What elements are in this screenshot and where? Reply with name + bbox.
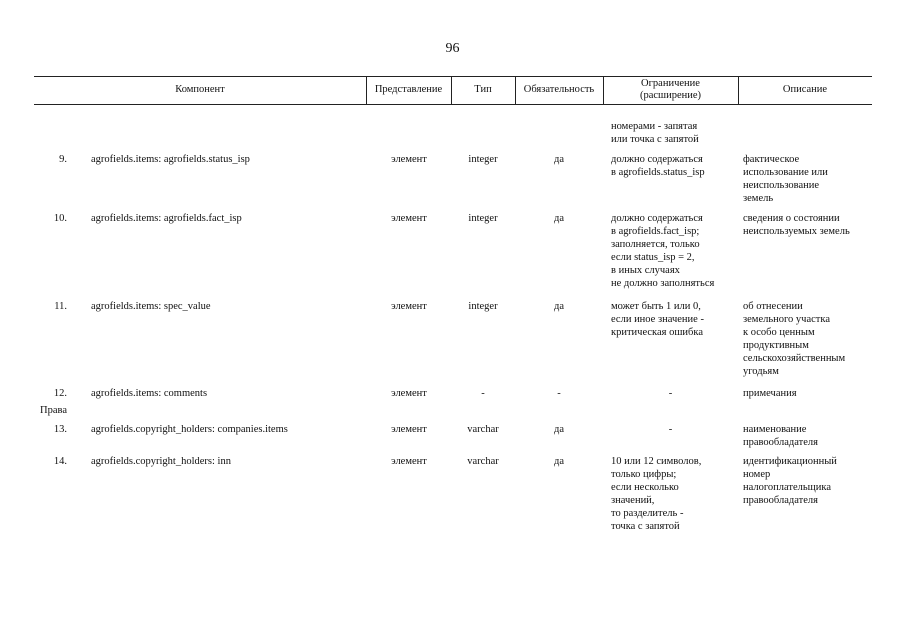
row-required: - xyxy=(557,388,561,399)
row-representation: элемент xyxy=(391,456,427,467)
row-constraint-line: точка с запятой xyxy=(611,521,680,532)
row-component: agrofields.items: agrofields.status_isp xyxy=(91,154,250,165)
row-component: agrofields.copyright_holders: inn xyxy=(91,456,231,467)
header-constraint xyxy=(603,76,738,104)
row-constraint-line: может быть 1 или 0, xyxy=(611,301,701,312)
header-component: Компонент xyxy=(175,84,225,95)
row-constraint-line: в agrofields.status_isp xyxy=(611,167,705,178)
row-representation: элемент xyxy=(391,388,427,399)
row-component: agrofields.items: comments xyxy=(91,388,208,399)
row-description-line: об отнесении xyxy=(743,301,803,312)
row-description-line: идентификационный xyxy=(743,456,837,467)
row-description-line: угодьям xyxy=(743,366,779,377)
row-representation: элемент xyxy=(391,424,427,435)
row-description-line: продуктивным xyxy=(743,340,809,351)
row-description-line: правообладателя xyxy=(743,495,818,506)
row-type: integer xyxy=(468,154,498,165)
row-constraint-line: должно содержаться xyxy=(611,154,703,165)
row-number: 14. xyxy=(53,456,67,467)
row-representation: элемент xyxy=(391,301,427,312)
row-description-line: земельного участка xyxy=(743,314,830,325)
row-description-line: примечания xyxy=(743,388,797,399)
row-constraint-line: 10 или 12 символов, xyxy=(611,456,702,467)
row-required: да xyxy=(553,456,564,467)
row-component: agrofields.copyright_holders: companies.items xyxy=(91,424,288,435)
row-description-line: правообладателя xyxy=(743,437,818,448)
row-description-line: фактическое xyxy=(743,154,800,165)
row-component: agrofields.items: spec_value xyxy=(91,301,211,312)
header-required: Обязательность xyxy=(523,84,595,95)
row-constraint-line: не должно заполняться xyxy=(611,278,715,289)
row-description-line: налогоплательщика xyxy=(743,482,831,493)
header-constraint-line1: Ограничение xyxy=(641,78,700,89)
row-number: 9. xyxy=(59,154,67,165)
row-constraint-line: то разделитель - xyxy=(611,508,684,519)
row-component: agrofields.items: agrofields.fact_isp xyxy=(91,213,242,224)
row-description-line: к особо ценным xyxy=(743,327,815,338)
row-description-line: земель xyxy=(743,193,774,204)
row-description-line: сельскохозяйственным xyxy=(743,353,846,364)
row-number: 10. xyxy=(53,213,67,224)
row-description-line: неиспользование xyxy=(743,180,820,191)
row-description-line: сведения о состоянии xyxy=(743,213,840,224)
row-constraint-line: если несколько xyxy=(611,482,679,493)
row-constraint-line: если status_isp = 2, xyxy=(611,252,695,263)
header-description: Описание xyxy=(782,84,828,95)
row-constraint-line: заполняется, только xyxy=(611,239,700,250)
row-number: 13. xyxy=(53,424,67,435)
row-description-line: неиспользуемых земель xyxy=(743,226,850,237)
row-type: varchar xyxy=(467,424,499,435)
row-type: varchar xyxy=(467,456,499,467)
row-description-line: номер xyxy=(743,469,771,480)
row-constraint-line: если иное значение - xyxy=(611,314,704,325)
row-description-line: использование или xyxy=(743,167,828,178)
row-required: да xyxy=(553,213,564,224)
row-constraint-line: значений, xyxy=(611,495,655,506)
row-description-line: наименование xyxy=(743,424,807,435)
row-number: 11. xyxy=(54,301,67,312)
constraint-continuation-line: номерами - запятая xyxy=(611,121,698,132)
constraint-continuation-line: или точка с запятой xyxy=(611,134,699,145)
section-label: Права xyxy=(40,405,67,416)
row-constraint-line: - xyxy=(668,424,673,435)
header-constraint-line2: (расширение) xyxy=(639,90,702,101)
row-constraint-line: должно содержаться xyxy=(611,213,703,224)
row-type: - xyxy=(481,388,485,399)
row-constraint-line: в agrofields.fact_isp; xyxy=(611,226,700,237)
row-constraint-line: в иных случаях xyxy=(611,265,680,276)
page-number: 96 xyxy=(445,41,460,56)
header-type: Тип xyxy=(474,84,492,95)
table-header-bottom-rule xyxy=(34,104,872,105)
header-representation: Представление xyxy=(374,84,443,95)
row-required: да xyxy=(553,424,564,435)
row-type: integer xyxy=(468,301,498,312)
row-required: да xyxy=(553,301,564,312)
row-constraint-line: - xyxy=(668,388,673,399)
row-representation: элемент xyxy=(391,154,427,165)
row-number: 12. xyxy=(53,388,67,399)
row-required: да xyxy=(553,154,564,165)
row-representation: элемент xyxy=(391,213,427,224)
row-constraint-line: только цифры; xyxy=(611,469,677,480)
row-constraint-line: критическая ошибка xyxy=(611,327,703,338)
row-type: integer xyxy=(468,213,498,224)
